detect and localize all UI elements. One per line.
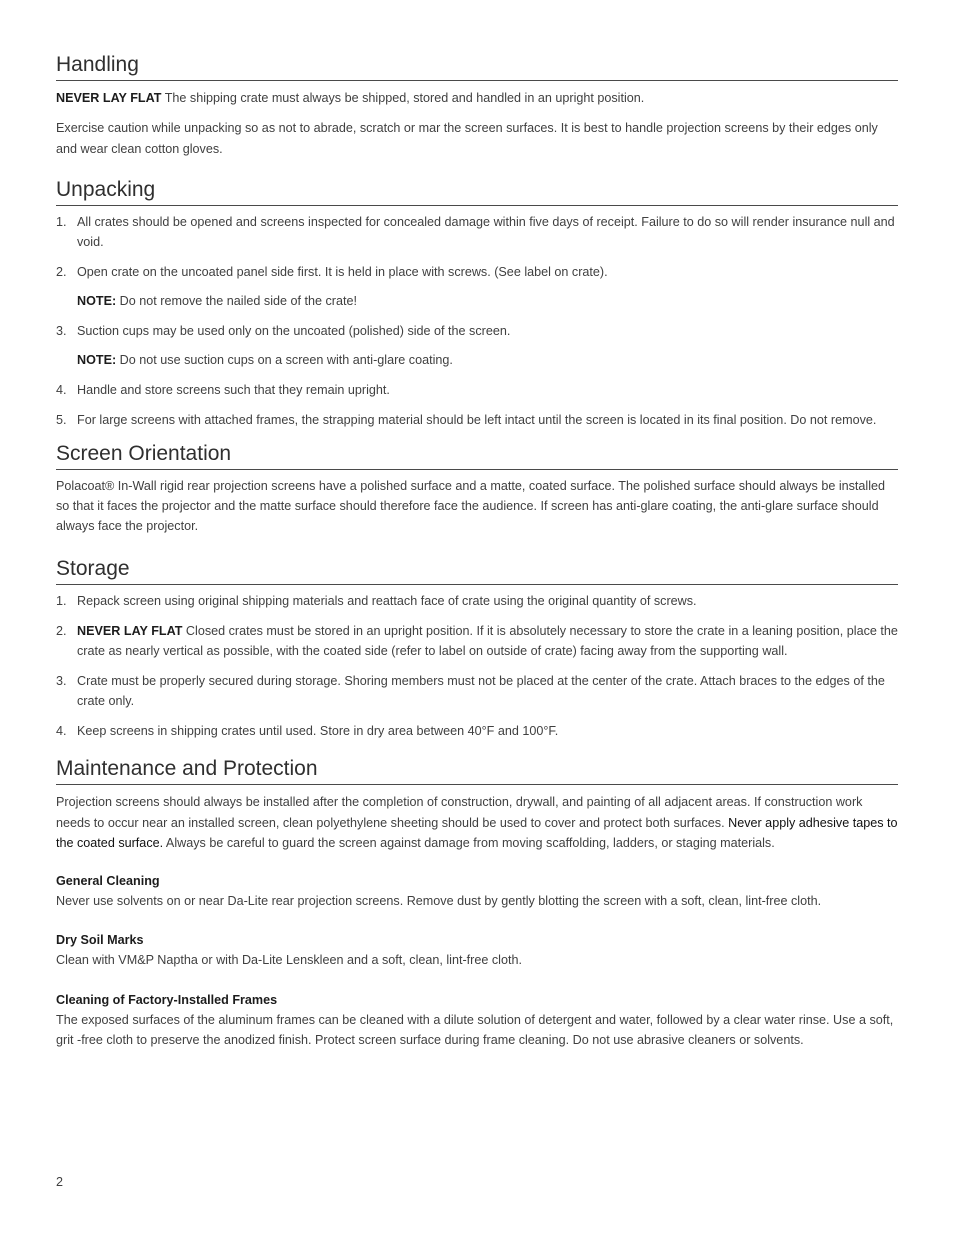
page-number: 2 <box>56 1175 64 1189</box>
maintenance-text-before: Projection screens should always be installed after the completion of construction, drywall, and painting of all adjacent areas. If construction work needs to occur near an installed screen, clean polyethylene sheeting should be used to cover and protect both surfaces. <box>56 795 863 830</box>
note-paragraph-1 <box>77 291 898 311</box>
list-item <box>56 671 898 712</box>
general-cleaning-heading: General Cleaning <box>56 874 160 889</box>
never-lay-flat-label: NEVER LAY FLAT <box>77 623 183 638</box>
unpacking-section <box>56 177 898 430</box>
list-number: 3. <box>56 673 67 688</box>
frames-cleaning-text: The exposed surfaces of the aluminum frames can be cleaned with a dilute solution of detergent and water, followed by a clear water rinse. Use a soft, grit -free cloth to preserve the anodized finish. Protect screen surface during frame cleaning. Do not use abrasive cleaners or solvents. <box>56 1012 894 1048</box>
orientation-paragraph: Polacoat® In-Wall rigid rear projection screens have a polished surface and a matte, coated surface. The polished surface should always be installed so that it faces the projector and the matte surface should therefore face the audience. If screen has anti-glare coating, the anti-glare surface should always face the projector. <box>56 478 886 534</box>
unpacking-heading: Unpacking <box>56 177 898 206</box>
list-item <box>56 212 898 253</box>
list-item <box>56 380 898 400</box>
unpacking-list-continued-2 <box>56 380 898 430</box>
note-text: Do not use suction cups on a screen with anti-glare coating. <box>116 352 453 367</box>
storage-list <box>56 591 898 742</box>
list-number: 2. <box>56 623 67 638</box>
dry-soil-heading: Dry Soil Marks <box>56 933 144 948</box>
list-item <box>56 321 898 341</box>
storage-heading: Storage <box>56 556 898 585</box>
list-number: 4. <box>56 723 67 738</box>
adhesive-warning: Never apply adhesive tapes to the coated surface. <box>56 815 898 850</box>
maintenance-section <box>56 756 898 1050</box>
note-paragraph-2 <box>77 350 898 370</box>
handling-paragraph-2: Exercise caution while unpacking so as not to abrade, scratch or mar the screen surfaces. It is best to handle projection screens by their edges only and wear clean cotton gloves. <box>56 121 878 156</box>
list-item-text: Closed crates must be stored in an upright position. If it is absolutely necessary to store the crate in a leaning position, place the crate as nearly vertical as possible, with the coated side (refer to label on outside of crate) facing away from the supporting wall. <box>77 623 898 658</box>
handling-paragraph-1 <box>56 88 898 108</box>
list-number: 3. <box>56 323 67 338</box>
page-content <box>56 52 898 1050</box>
maintenance-heading: Maintenance and Protection <box>56 756 898 785</box>
list-item-text: Crate must be properly secured during storage. Shoring members must not be placed at the center of the crate. Attach braces to the edges of the crate only. <box>77 673 885 709</box>
list-number: 2. <box>56 265 67 280</box>
list-item <box>56 621 898 662</box>
frames-cleaning-heading: Cleaning of Factory-Installed Frames <box>56 992 278 1007</box>
list-item <box>56 721 898 741</box>
note-label: NOTE: <box>77 293 117 308</box>
dry-soil-text: Clean with VM&P Naptha or with Da-Lite Lenskleen and a soft, clean, lint-free cloth. <box>56 953 522 968</box>
list-item-text: Repack screen using original shipping materials and reattach face of crate using the original quantity of screws. <box>77 593 697 608</box>
note-label: NOTE: <box>77 352 117 367</box>
list-number: 4. <box>56 382 67 397</box>
list-item-text: For large screens with attached frames, the strapping material should be left intact until the screen is located in its final position. Do not remove. <box>77 412 877 427</box>
list-item-text: All crates should be opened and screens inspected for concealed damage within five days of receipt. Failure to do so will render insurance null and void. <box>77 214 895 250</box>
never-lay-flat-label: NEVER LAY FLAT <box>56 91 162 105</box>
list-number: 1. <box>56 593 67 608</box>
orientation-heading: Screen Orientation <box>56 441 898 470</box>
handling-section <box>56 52 898 159</box>
note-text: Do not remove the nailed side of the crate! <box>116 293 358 308</box>
list-item-text: Open crate on the uncoated panel side first. It is held in place with screws. (See label on crate). <box>77 265 608 280</box>
handling-paragraph-1-text: The shipping crate must always be shipped, stored and handled in an upright position. <box>161 91 645 105</box>
orientation-section <box>56 441 898 537</box>
general-cleaning-text: Never use solvents on or near Da-Lite rear projection screens. Remove dust by gently blotting the screen with a soft, clean, lint-free cloth. <box>56 894 822 909</box>
list-item-text: Suction cups may be used only on the uncoated (polished) side of the screen. <box>77 323 511 338</box>
list-item <box>56 410 898 430</box>
storage-section <box>56 556 898 742</box>
list-item <box>56 262 898 282</box>
maintenance-text-after: Always be careful to guard the screen against damage from moving scaffolding, ladders, or staging materials. <box>163 835 775 850</box>
list-number: 5. <box>56 412 67 427</box>
list-item-text: Handle and store screens such that they remain upright. <box>77 382 390 397</box>
list-number: 1. <box>56 214 67 229</box>
list-item <box>56 591 898 611</box>
maintenance-paragraph <box>56 792 898 853</box>
handling-heading: Handling <box>56 52 898 81</box>
list-item-text: Keep screens in shipping crates until used. Store in dry area between 40°F and 100°F. <box>77 723 559 738</box>
unpacking-list-continued <box>56 321 898 341</box>
unpacking-list <box>56 212 898 282</box>
